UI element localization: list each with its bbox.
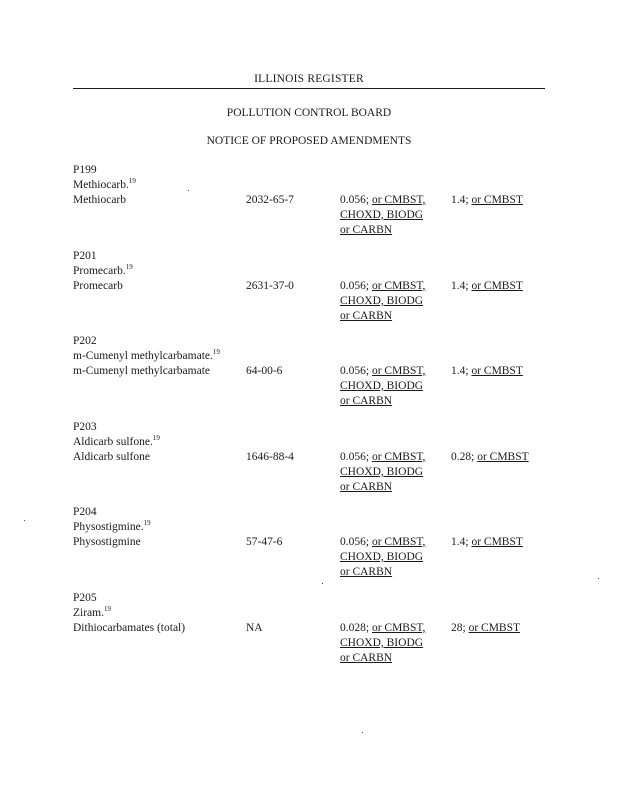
wastewater-value: 0.056; (340, 451, 370, 463)
wastewater-standard (340, 450, 425, 464)
cas-number: 1646-88-4 (246, 451, 294, 463)
scan-speck (322, 583, 323, 584)
regulated-constituent: Dithiocarbamates (total) (73, 622, 186, 634)
waste-code: P199 (73, 164, 97, 176)
footnote-ref: 19 (152, 434, 160, 443)
regulated-constituent: Aldicarb sulfone (73, 451, 150, 463)
waste-code: P202 (73, 335, 97, 347)
common-name-text: Ziram. (73, 607, 104, 619)
common-name-text: Methiocarb. (73, 179, 129, 191)
wastewater-standard (340, 279, 425, 293)
wastewater-methods-1: or CMBST, (371, 365, 426, 377)
common-name (73, 264, 133, 278)
nonwastewater-value: 28; (451, 622, 466, 634)
wastewater-methods-3: or CARBN (340, 652, 393, 664)
board-name: POLLUTION CONTROL BOARD (226, 107, 392, 119)
wastewater-methods-2: CHOXD, BIODG (340, 637, 424, 649)
footnote-ref: 19 (125, 263, 133, 272)
wastewater-methods-3: or CARBN (340, 481, 393, 493)
scan-speck (598, 578, 599, 579)
nonwastewater-standard (451, 535, 523, 549)
wastewater-methods-2: CHOXD, BIODG (340, 551, 424, 563)
footnote-ref: 19 (128, 177, 136, 186)
wastewater-methods-1: or CMBST, (371, 194, 426, 206)
cas-number: NA (246, 622, 263, 634)
wastewater-standard (340, 621, 425, 635)
wastewater-standard (340, 193, 425, 207)
wastewater-value: 0.056; (340, 536, 370, 548)
wastewater-methods-2: CHOXD, BIODG (340, 295, 424, 307)
cas-number: 2631-37-0 (246, 280, 294, 292)
regulated-constituent: Promecarb (73, 280, 123, 292)
common-name (73, 606, 111, 620)
nonwastewater-standard (451, 193, 523, 207)
regulated-constituent: m-Cumenyl methylcarbamate (73, 365, 210, 377)
nonwastewater-value: 1.4; (451, 365, 469, 377)
regulated-constituent: Methiocarb (73, 194, 127, 206)
wastewater-methods-1: or CMBST, (371, 451, 426, 463)
wastewater-methods-3: or CARBN (340, 224, 393, 236)
wastewater-value: 0.056; (340, 280, 370, 292)
wastewater-standard (340, 364, 425, 378)
wastewater-methods-3: or CARBN (340, 310, 393, 322)
waste-entry (0, 420, 618, 500)
wastewater-methods-1: or CMBST, (371, 536, 426, 548)
wastewater-methods-1: or CMBST, (371, 622, 426, 634)
wastewater-methods-1: or CMBST, (371, 280, 426, 292)
nonwastewater-standard (451, 364, 523, 378)
nonwastewater-methods: or CMBST (471, 536, 523, 548)
footnote-ref: 19 (143, 519, 151, 528)
wastewater-value: 0.028; (340, 622, 370, 634)
footnote-ref: 19 (212, 348, 220, 357)
scan-speck (188, 190, 189, 191)
common-name (73, 349, 220, 363)
nonwastewater-methods: or CMBST (468, 622, 521, 634)
nonwastewater-methods: or CMBST (471, 280, 523, 292)
wastewater-standard (340, 535, 425, 549)
wastewater-methods-3: or CARBN (340, 566, 393, 578)
wastewater-methods-2: CHOXD, BIODG (340, 466, 424, 478)
scan-speck (24, 520, 25, 521)
waste-code: P205 (73, 592, 97, 604)
cas-number: 57-47-6 (246, 536, 283, 548)
cas-number: 2032-65-7 (246, 194, 294, 206)
nonwastewater-methods: or CMBST (471, 365, 523, 377)
common-name-text: Physostigmine. (73, 521, 144, 533)
header-rule (73, 88, 545, 89)
waste-entry (0, 163, 618, 243)
waste-entry (0, 505, 618, 585)
common-name-text: m-Cumenyl methylcarbamate. (73, 350, 213, 362)
nonwastewater-value: 1.4; (451, 194, 469, 206)
common-name (73, 435, 160, 449)
common-name (73, 520, 151, 534)
cas-number: 64-00-6 (246, 365, 283, 377)
nonwastewater-value: 1.4; (451, 280, 469, 292)
nonwastewater-standard (451, 621, 520, 635)
notice-title: NOTICE OF PROPOSED AMENDMENTS (206, 135, 412, 147)
nonwastewater-value: 1.4; (451, 536, 469, 548)
wastewater-methods-3: or CARBN (340, 395, 393, 407)
waste-entry (0, 334, 618, 414)
waste-code: P203 (73, 421, 97, 433)
footnote-ref: 19 (103, 605, 111, 614)
common-name-text: Aldicarb sulfone. (73, 436, 153, 448)
wastewater-value: 0.056; (340, 365, 370, 377)
regulated-constituent: Physostigmine (73, 536, 141, 548)
wastewater-value: 0.056; (340, 194, 370, 206)
common-name-text: Promecarb. (73, 265, 126, 277)
wastewater-methods-2: CHOXD, BIODG (340, 380, 424, 392)
nonwastewater-standard (451, 279, 523, 293)
nonwastewater-methods: or CMBST (477, 451, 529, 463)
scan-speck (362, 732, 363, 733)
nonwastewater-standard (451, 450, 529, 464)
wastewater-methods-2: CHOXD, BIODG (340, 209, 424, 221)
register-title (0, 73, 618, 85)
waste-code: P204 (73, 506, 97, 518)
nonwastewater-methods: or CMBST (471, 194, 523, 206)
waste-entry (0, 249, 618, 329)
register-title-text: ILLINOIS REGISTER (254, 73, 364, 85)
waste-code: P201 (73, 250, 97, 262)
nonwastewater-value: 0.28; (451, 451, 475, 463)
waste-entry (0, 591, 618, 671)
common-name (73, 178, 136, 192)
